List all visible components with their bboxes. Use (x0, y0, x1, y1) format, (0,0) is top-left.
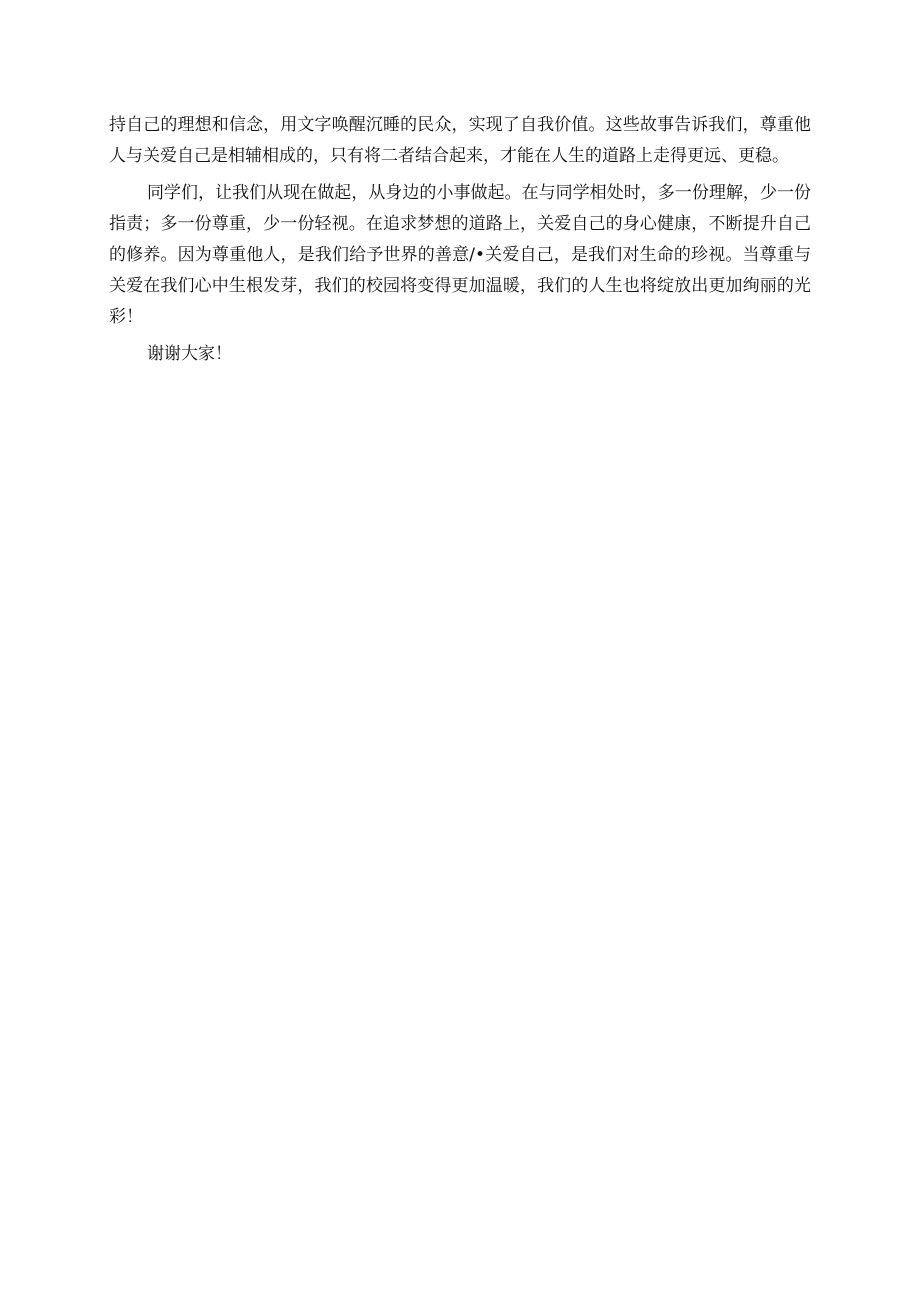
paragraph-call-to-action: 同学们，让我们从现在做起，从身边的小事做起。在与同学相处时，多一份理解，少一份指责；多一份尊重，少一份轻视。在追求梦想的道路上，关爱自己的身心健康，不断提升自己的修养。因为尊重他人，是我们给予世界的善意/•关爱自己，是我们对生命的珍视。当尊重与关爱在我们心中生根发芽，我们的校园将变得更加温暖，我们的人生也将绽放出更加绚丽的光彩！ (109, 183, 811, 327)
paragraph-closing: 谢谢大家！ (147, 344, 232, 364)
document-body (109, 110, 811, 376)
paragraph-continuation: 持自己的理想和信念，用文字唤醒沉睡的民众，实现了自我价值。这些故事告诉我们，尊重他人与关爱自己是相辅相成的，只有将二者结合起来，才能在人生的道路上走得更远、更稳。 (109, 115, 811, 166)
